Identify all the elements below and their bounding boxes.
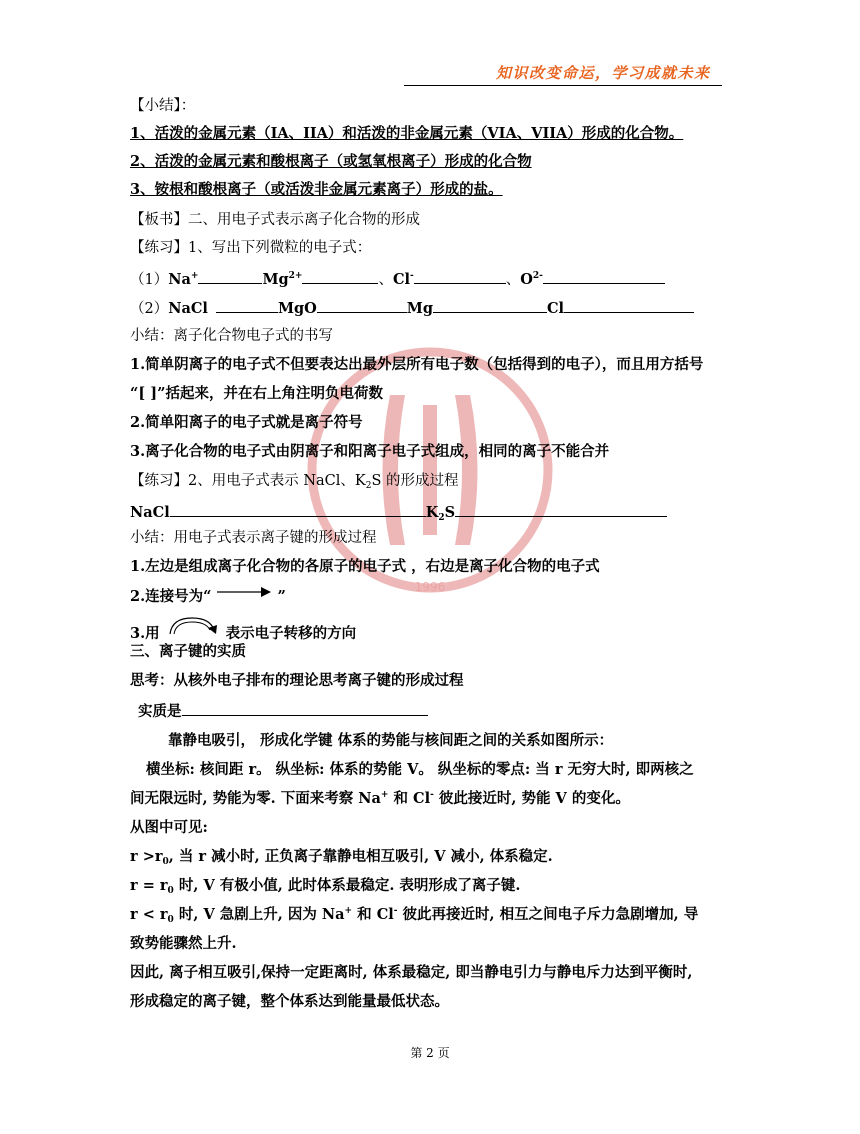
sep-1: 、 <box>378 272 393 288</box>
p6-a: r < r <box>130 906 168 923</box>
exercise2-title-a: 【练习】2、用电子式表示 NaCl、K <box>130 473 366 489</box>
summary-item-2: 2、活泼的金属元素和酸根离子（或氢氧根离子）形成的化合物 <box>130 153 532 170</box>
section3-p2b <box>130 789 630 809</box>
exercise2-k-label: K <box>425 504 439 521</box>
summary3-p1: 1.左边是组成离子化合物的各原子的电子式 ，右边是离子化合物的电子式 <box>130 558 600 575</box>
exercise2-row <box>130 501 667 523</box>
summary2-p1b: “[ ]”括起来，并在右上角注明负电荷数 <box>130 385 383 402</box>
na-answer-blank[interactable] <box>198 268 262 284</box>
p6-sup2: - <box>393 906 398 916</box>
section3-p7: 致势能骤然上升. <box>130 935 237 952</box>
exercise2-k2s-blank[interactable] <box>455 501 667 517</box>
p6-c: 和 Cl <box>352 906 394 923</box>
section3-p1: 靠静电吸引， 形成化学键 体系的势能与核间距之间的关系如图所示： <box>168 732 614 749</box>
nacl-label: NaCl <box>168 300 208 317</box>
p6-b: 时, V 急剧上升, 因为 Na <box>173 906 345 923</box>
section3-p3: 从图中可见: <box>130 819 208 836</box>
p2b-sup2: - <box>430 790 434 800</box>
p5-a: r = r <box>130 877 168 894</box>
summary3-p2 <box>130 585 286 607</box>
p2b-b: 和 Cl <box>388 790 431 807</box>
curved-arrow-icon <box>164 614 222 636</box>
mg-label: Mg <box>262 271 289 288</box>
exercise2-s-label: S <box>444 504 456 521</box>
section3-p5 <box>130 876 520 896</box>
cl-charge: - <box>410 271 414 281</box>
o-answer-blank[interactable] <box>543 268 665 284</box>
summary3-p3-a: 3.用 <box>130 625 160 642</box>
summary2-title: 小结：离子化合物电子式的书写 <box>130 328 333 344</box>
summary3-title: 小结：用电子式表示离子键的形成过程 <box>130 530 377 546</box>
exercise1-row1 <box>130 268 665 290</box>
arrow-icon <box>215 585 273 599</box>
p6-sup1: + <box>344 906 353 916</box>
p4-a: r >r <box>130 848 163 865</box>
essence-label: 实质是 <box>138 703 182 720</box>
p5-b: 时, V 有极小值, 此时体系最稳定. 表明形成了离子键. <box>173 877 521 894</box>
p2b-a: 间无限远时, 势能为零. 下面来考察 Na <box>130 790 381 807</box>
exercise2-nacl-blank[interactable] <box>170 501 426 517</box>
p5-sub: 0 <box>167 886 174 896</box>
section3-p2a: 横坐标: 核间距 r。 纵坐标: 体系的势能 V。 纵坐标的零点: 当 r 无穷大时, 即两核之 <box>146 761 694 778</box>
mg-atom-answer-blank[interactable] <box>433 297 547 313</box>
section3-p6 <box>130 905 698 925</box>
mg-charge: 2+ <box>288 271 303 281</box>
section3-essence <box>138 700 428 722</box>
section3-think: 思考：从核外电子排布的理论思考离子键的形成过程 <box>130 672 464 689</box>
p6-sub: 0 <box>167 915 174 925</box>
section3-p9: 形成稳定的离子键，整个体系达到能量最低状态。 <box>130 993 449 1010</box>
section3-p4 <box>130 847 553 867</box>
exercise1-title: 【练习】1、写出下列微粒的电子式： <box>130 240 372 256</box>
section3-p8: 因此, 离子相互吸引,保持一定距离时, 体系最稳定, 即当静电引力与静电斥力达到平衡时, <box>130 964 693 981</box>
section3-title: 三、离子键的实质 <box>130 643 246 660</box>
exercise2-nacl-label: NaCl <box>130 504 170 521</box>
mgo-answer-blank[interactable] <box>317 297 407 313</box>
mg-answer-blank[interactable] <box>302 268 378 284</box>
header-motto: 知识改变命运，学习成就未来 <box>496 64 711 82</box>
cl-atom-label: Cl <box>546 300 565 317</box>
summary2-p1a: 1.简单阴离子的电子式不但要表达出最外层所有电子数（包括得到的电子），而且用方括号 <box>130 356 704 373</box>
cl-answer-blank[interactable] <box>414 268 506 284</box>
o-label: O <box>520 271 533 288</box>
na-charge: + <box>190 271 199 281</box>
header-rule <box>404 85 722 86</box>
summary3-p3 <box>130 614 356 644</box>
summary-item-3: 3、铵根和酸根离子（或活泼非金属元素离子）形成的盐。 <box>130 181 503 198</box>
essence-blank[interactable] <box>182 700 428 716</box>
p2b-sup1: + <box>380 790 389 800</box>
o-charge: 2- <box>532 271 543 281</box>
summary-item-1: 1、活泼的金属元素（IA、IIA）和活泼的非金属元素（VIA、VIIA）形成的化合物。 <box>130 125 684 142</box>
cl-label: Cl <box>392 271 411 288</box>
p4-sub: 0 <box>162 857 169 867</box>
row1-prefix: （1） <box>130 272 169 288</box>
exercise2-title-b: S 的形成过程 <box>371 473 459 489</box>
summary-title: 【小结】： <box>130 98 196 114</box>
board-heading: 【板书】二、用电子式表示离子化合物的形成 <box>130 212 420 228</box>
p2b-c: 彼此接近时, 势能 V 的变化。 <box>433 790 630 807</box>
cl-atom-answer-blank[interactable] <box>564 297 694 313</box>
mg-atom-label: Mg <box>406 300 433 317</box>
p4-b: , 当 r 减小时, 正负离子靠静电相互吸引, V 减小, 体系稳定. <box>168 848 553 865</box>
summary2-p3: 3.离子化合物的电子式由阴离子和阳离子电子式组成，相同的离子不能合并 <box>130 443 610 460</box>
exercise2-k-sub: 2 <box>438 513 445 523</box>
summary3-p2-b: ” <box>277 588 286 605</box>
page-number: 第 2 页 <box>410 1046 450 1060</box>
summary3-p3-b: 表示电子转移的方向 <box>225 625 357 642</box>
watermark-year: 1996 <box>414 580 446 594</box>
nacl-answer-blank[interactable] <box>216 297 278 313</box>
na-label: Na <box>168 271 191 288</box>
row2-prefix: （2） <box>130 301 169 317</box>
exercise1-row2 <box>130 297 694 319</box>
sep-2: 、 <box>505 272 521 288</box>
summary2-p2: 2.简单阳离子的电子式就是离子符号 <box>130 414 363 431</box>
summary3-p2-a: 2.连接号为“ <box>130 588 212 605</box>
exercise2-title <box>130 471 459 491</box>
p6-d: 彼此再接近时, 相互之间电子斥力急剧增加, 导 <box>397 906 699 923</box>
exercise2-title-sub: 2 <box>365 481 372 491</box>
mgo-label: MgO <box>277 300 317 317</box>
